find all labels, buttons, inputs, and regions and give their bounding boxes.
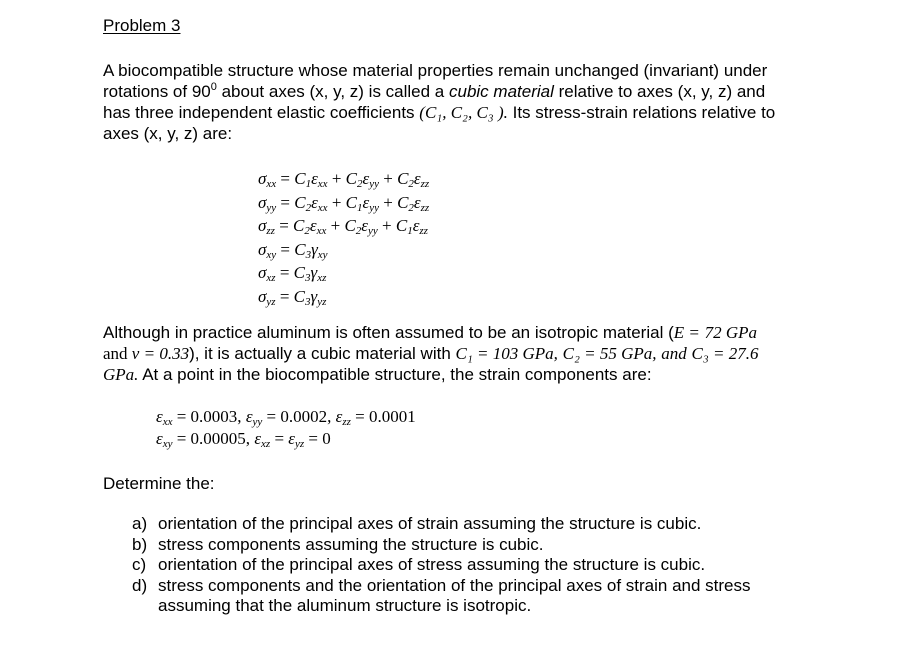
intro-text-4: Its stress-strain relations relative to axes (x, y, z) are: — [103, 103, 776, 143]
poisson-ratio-eq: v = 0.33 — [131, 344, 190, 363]
aluminum-text-2: ), it is actually a cubic material with — [189, 344, 456, 363]
determine-heading: Determine the: — [103, 474, 215, 493]
intro-text-2: about axes (x, y, z) is called a — [216, 82, 449, 101]
problem-title: Problem 3 — [103, 16, 181, 35]
equation-sigma-zz: $\sigma_{zz} = C_2\varepsilon_{xx} + C_2\varepsilon_{yy} + C_1\varepsilon_{zz}$ — [258, 216, 428, 238]
list-item: d) stress components and the orientation of the principal axes of strain and stress assuming that the aluminum structure is isotropic. — [132, 575, 751, 615]
equation-sigma-xx: $\sigma_{xx} = C_1\varepsilon_{xx} + C_2\varepsilon_{yy} + C_2\varepsilon_{zz}$ — [258, 169, 430, 190]
equation-sigma-yy: $\sigma_{yy} = C_2\varepsilon_{xx} + C_1\varepsilon_{yy} + C_2\varepsilon_{zz}$ — [258, 192, 430, 214]
elastic-coefficients: (C₁, C₂, C₃ ). — [419, 103, 508, 122]
c1-value: C₁ = 103 GPa, — [455, 344, 558, 363]
task-list — [132, 514, 812, 617]
list-item: b) stress components assuming the structure is cubic. — [132, 534, 544, 554]
c2-value: C₂ = 55 GPa, — [562, 344, 657, 363]
cubic-material-term: cubic material — [449, 82, 554, 101]
c3-value: C₃ = 27.6 GPa. — [103, 344, 759, 384]
and-word-1: and — [103, 344, 132, 363]
degree-superscript: 0 — [210, 81, 217, 93]
intro-paragraph — [103, 60, 793, 144]
intro-text-3: relative to axes (x, y, z) and has three independent elastic coefficients — [103, 82, 766, 122]
youngs-modulus-eq: E = — [673, 323, 700, 342]
aluminum-paragraph — [103, 322, 783, 385]
equation-sigma-xz: $\sigma_{xz} = C_3\gamma_{xz}$ — [258, 263, 327, 285]
strain-components — [156, 406, 416, 450]
list-item: a) orientation of the principal axes of strain assuming the structure is cubic. — [132, 514, 702, 533]
equation-sigma-yz: $\sigma_{yz} = C_3\gamma_{yz}$ — [258, 286, 327, 308]
equation-sigma-xy: $\sigma_{xy} = C_3\gamma_{xy}$ — [258, 239, 328, 261]
aluminum-text-1: Although in practice aluminum is often assumed to be an isotropic material ( — [103, 323, 674, 342]
and-word-2: and — [661, 344, 687, 363]
stress-strain-equations — [258, 167, 429, 309]
aluminum-text-3: At a point in the biocompatible structure, the strain components are: — [138, 365, 652, 384]
intro-text-1: A biocompatible structure whose material properties remain unchanged (invariant) under rotations of 90 — [103, 61, 768, 101]
strain-line-normal: $\varepsilon_{xx} = 0.0003$, $\varepsilon_{yy} = 0.0002$, $\varepsilon_{zz} = 0.0001$ — [156, 407, 416, 428]
strain-line-shear: $\varepsilon_{xy} = 0.00005$, $\varepsilon_{xz} = \varepsilon_{yz} = 0$ — [156, 429, 331, 450]
youngs-modulus-value: 72 GPa — [704, 323, 757, 342]
list-item: c) orientation of the principal axes of stress assuming the structure is cubic. — [132, 555, 706, 574]
